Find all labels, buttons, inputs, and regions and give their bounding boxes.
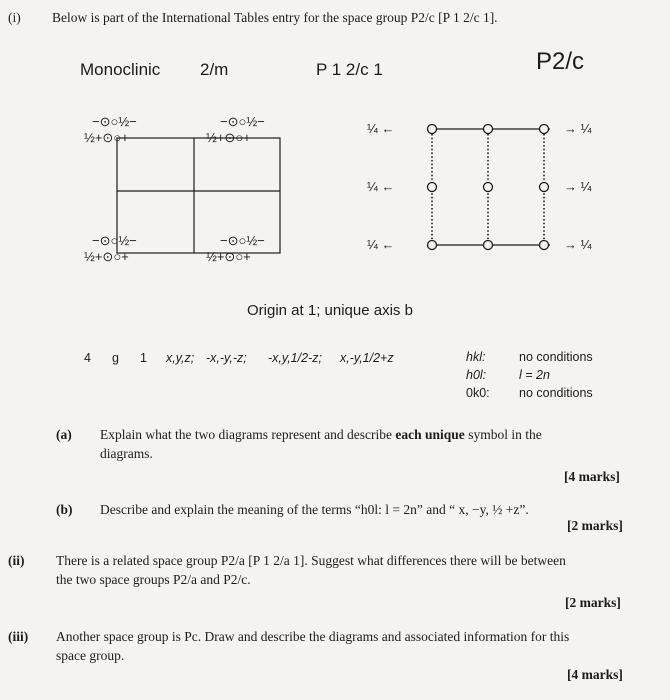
coordinate: -x,-y,-z;: [206, 351, 247, 365]
wyckoff-letter: g: [112, 351, 119, 365]
atom-group-top-right: −⊙○½− ½+⊙○+: [206, 114, 265, 145]
condition-key-0k0: 0k0:: [466, 386, 490, 400]
crystal-system: Monoclinic: [80, 60, 161, 79]
inversion-centre: [484, 241, 493, 250]
arrow-right-icon: →: [564, 121, 577, 136]
inversion-centre: [428, 125, 437, 134]
fraction-arrow-right-top: → ¼: [564, 121, 592, 136]
inversion-centre: [540, 125, 549, 134]
full-symbol: P 1 2/c 1: [316, 60, 383, 79]
inversion-centre: [540, 183, 549, 192]
inversion-centre: [484, 183, 493, 192]
part-b-marks: [2 marks]: [567, 518, 623, 533]
question-ii-text: There is a related space group P2/a [P 1 2/a 1]. Suggest what differences there will be between the two space groups P2/a and P2/c.: [56, 553, 566, 587]
atom-group-top-left: −⊙○½− ½+⊙○+: [84, 114, 137, 145]
multiplicity: 4: [84, 351, 91, 365]
question-number-ii: (ii): [8, 553, 25, 568]
condition-value-h0l: l = 2n: [519, 368, 550, 382]
site-symmetry: 1: [140, 351, 147, 365]
coordinate: -x,y,1/2-z;: [268, 351, 322, 365]
atom-group-bottom-right: −⊙○½− ½+⊙○+: [206, 233, 265, 264]
fraction-arrow-left-top: ¼ ←: [367, 121, 395, 136]
origin-statement: Origin at 1; unique axis b: [247, 302, 413, 319]
fraction-arrow-right-bottom: → ¼: [564, 237, 592, 252]
question-iii-text: Another space group is Pc. Draw and describe the diagrams and associated information for this space group.: [56, 629, 570, 663]
part-a-marks: [4 marks]: [564, 469, 620, 484]
arrow-left-icon: ←: [381, 179, 395, 194]
coordinate: x,-y,1/2+z: [340, 351, 394, 365]
question-intro: Below is part of the International Tables entry for the space group P2/c [P 1 2/c 1].: [52, 10, 498, 25]
short-symbol: P2/c: [536, 48, 585, 75]
part-b-text: Describe and explain the meaning of the terms “h0l: l = 2n” and “ x, −y, ½ +z”.: [100, 502, 529, 517]
condition-value-0k0: no conditions: [519, 386, 593, 400]
inversion-centre: [428, 241, 437, 250]
fraction-arrow-left-middle: ¼ ←: [367, 179, 395, 194]
coordinate: x,y,z;: [166, 351, 195, 365]
point-group: 2/m: [200, 60, 229, 79]
arrow-left-icon: ←: [381, 237, 395, 252]
atom-group-bottom-left: −⊙○½− ½+⊙○+: [84, 233, 137, 264]
arrow-right-icon: →: [564, 179, 577, 194]
condition-key-h0l: h0l:: [466, 368, 487, 382]
question-ii-marks: [2 marks]: [565, 595, 621, 610]
condition-key-hkl: hkl:: [466, 350, 486, 364]
question-iii-marks: [4 marks]: [567, 667, 623, 682]
question-number-iii: (iii): [8, 629, 29, 644]
arrow-left-icon: ←: [381, 121, 395, 136]
inversion-centre: [540, 241, 549, 250]
condition-value-hkl: no conditions: [519, 350, 593, 364]
fraction-arrow-right-middle: → ¼: [564, 179, 592, 194]
inversion-centre: [428, 183, 437, 192]
part-b-label: (b): [56, 502, 73, 517]
part-a-label: (a): [56, 427, 72, 442]
arrow-right-icon: →: [564, 237, 577, 252]
fraction-arrow-left-bottom: ¼ ←: [367, 237, 395, 252]
question-number-i: (i): [8, 10, 21, 25]
part-a-text: Explain what the two diagrams represent and describe each unique symbol in the diagrams.: [100, 427, 542, 461]
inversion-centre: [484, 125, 493, 134]
